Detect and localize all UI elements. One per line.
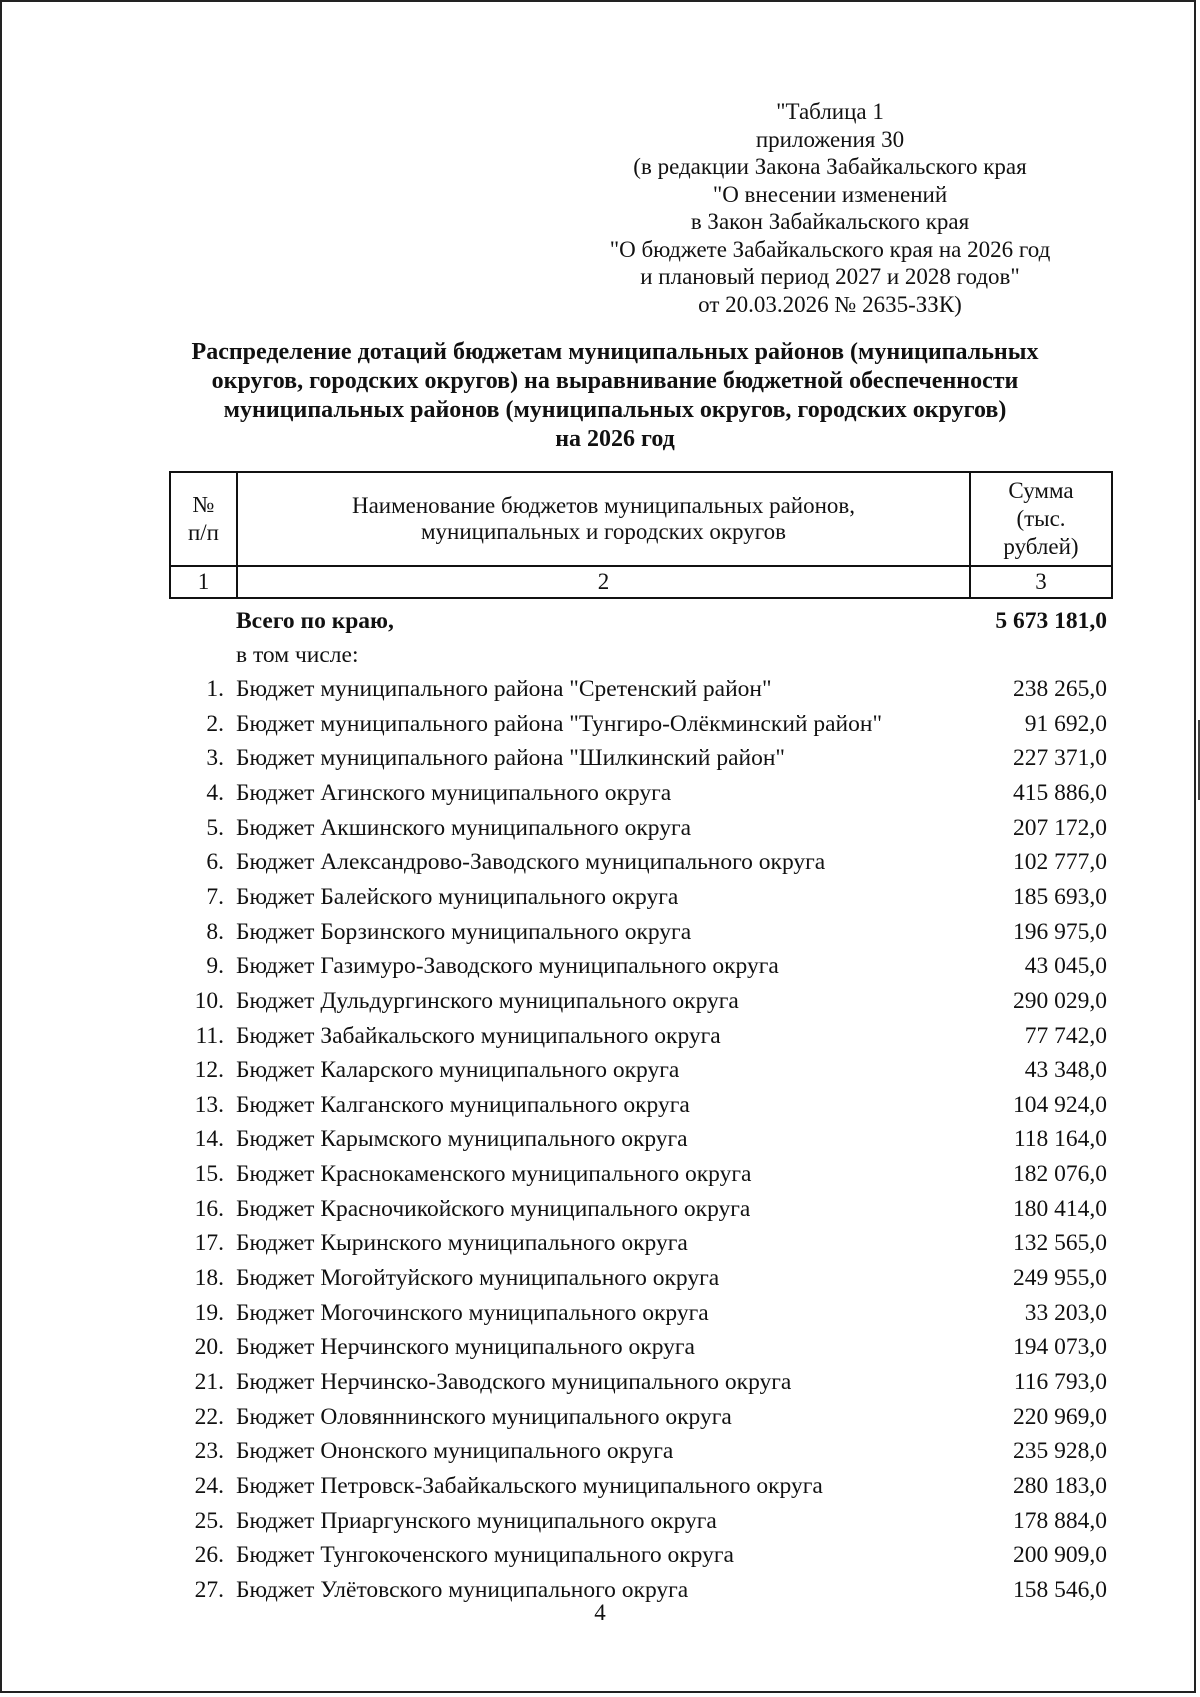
table-row [169, 880, 1113, 914]
row-amount: 220 969,0 [1013, 1403, 1107, 1430]
row-amount: 200 909,0 [1013, 1542, 1107, 1569]
row-amount: 43 348,0 [1024, 1057, 1107, 1084]
row-amount: 43 045,0 [1024, 953, 1107, 980]
row-amount: 116 793,0 [1013, 1369, 1107, 1395]
col-index: 3 [970, 566, 1112, 598]
table-row [169, 1296, 1113, 1330]
row-amount: 132 565,0 [1013, 1230, 1107, 1257]
row-budget-name: Бюджет Карымского муниципального округа [236, 1126, 688, 1153]
table-row [169, 1019, 1113, 1053]
row-number: 5. [206, 814, 224, 841]
row-number: 27. [194, 1576, 224, 1603]
row-budget-name: Бюджет Тунгокоченского муниципального округа [236, 1542, 734, 1569]
row-budget-name: Бюджет Краснокаменского муниципального округа [236, 1161, 752, 1188]
table-row [169, 915, 1113, 949]
row-budget-name: Бюджет Кыринского муниципального округа [236, 1230, 688, 1257]
table-row [169, 1400, 1113, 1434]
row-amount: 185 693,0 [1013, 883, 1107, 910]
table-row [169, 1434, 1113, 1468]
table-row [169, 1226, 1113, 1260]
table-row [169, 1192, 1113, 1226]
row-amount: 104 924,0 [1013, 1091, 1107, 1118]
table-row [169, 949, 1113, 983]
total-label: Всего по краю, [236, 608, 394, 634]
row-budget-name: Бюджет Нерчинского муниципального округа [236, 1334, 695, 1361]
row-amount: 235 928,0 [1013, 1438, 1107, 1465]
row-budget-name: Бюджет Нерчинско-Заводского муниципального округа [236, 1369, 792, 1395]
row-number: 8. [206, 918, 224, 945]
row-number: 22. [194, 1403, 224, 1430]
table-row [169, 776, 1113, 810]
table-row [169, 1261, 1113, 1295]
row-number: 23. [194, 1438, 224, 1465]
row-budget-name: Бюджет муниципального района "Сретенский район" [236, 676, 772, 702]
col-amount-header-text: Сумма (тыс. рублей) [1003, 478, 1079, 559]
row-number: 10. [194, 987, 224, 1014]
row-number: 7. [206, 883, 224, 910]
row-number: 4. [206, 779, 224, 806]
col-name-header [237, 472, 970, 566]
header-line: (в редакции Закона Забайкальского края [633, 154, 1027, 179]
row-budget-name: Бюджет Оловяннинского муниципального округа [236, 1403, 732, 1430]
col-name-header-line: муниципальных и городских округов [421, 519, 786, 544]
header-line: "О бюджете Забайкальского края на 2026 год [609, 236, 1051, 262]
header-line: и плановый период 2027 и 2028 годов" [640, 264, 1020, 289]
table-row [169, 1330, 1113, 1364]
page-number: 4 [594, 1600, 606, 1625]
row-amount: 194 073,0 [1013, 1334, 1107, 1361]
header-line: приложения 30 [755, 126, 905, 152]
table-row [169, 1504, 1113, 1538]
row-amount: 182 076,0 [1013, 1161, 1107, 1188]
row-budget-name: Бюджет муниципального района "Тунгиро-Олёкминский район" [236, 710, 883, 737]
title-line: на 2026 год [555, 426, 675, 452]
row-amount: 33 203,0 [1024, 1299, 1107, 1326]
title-line: муниципальных районов (муниципальных округов, городских округов) [223, 397, 1007, 423]
table-row [169, 845, 1113, 879]
row-amount: 280 183,0 [1013, 1472, 1107, 1499]
header-line: "О внесении изменений [712, 181, 948, 207]
row-budget-name: Бюджет Балейского муниципального округа [236, 883, 679, 910]
including-row [169, 638, 1113, 672]
row-number: 20. [194, 1334, 224, 1361]
table-row [169, 707, 1113, 741]
row-amount: 238 265,0 [1013, 676, 1107, 702]
row-number: 12. [194, 1057, 224, 1084]
row-amount: 158 546,0 [1013, 1576, 1107, 1603]
table-row [169, 672, 1113, 706]
row-budget-name: Бюджет Борзинского муниципального округа [236, 918, 692, 945]
title-line: Распределение дотаций бюджетам муниципальных районов (муниципальных [191, 339, 1039, 365]
col-amount-header [970, 472, 1112, 566]
header-line: в Закон Забайкальского края [690, 209, 970, 234]
row-number: 26. [194, 1542, 224, 1569]
row-budget-name: Бюджет Акшинского муниципального округа [236, 814, 692, 841]
row-number: 17. [194, 1230, 224, 1257]
row-number: 14. [194, 1126, 224, 1153]
row-number: 2. [206, 710, 224, 737]
row-amount: 249 955,0 [1013, 1265, 1107, 1292]
including-label: в том числе: [236, 642, 359, 668]
appendix-header [560, 98, 1100, 318]
row-amount: 415 886,0 [1013, 779, 1107, 806]
row-amount: 290 029,0 [1013, 987, 1107, 1014]
table-row [169, 1157, 1113, 1191]
row-number: 3. [206, 745, 224, 772]
row-budget-name: Бюджет Ононского муниципального округа [236, 1438, 674, 1465]
col-number-header-text: № п/п [187, 492, 219, 545]
document-title [150, 338, 1080, 454]
table-header [169, 471, 1113, 599]
row-number: 13. [194, 1091, 224, 1118]
row-budget-name: Бюджет Приаргунского муниципального округа [236, 1507, 717, 1534]
row-number: 21. [194, 1369, 224, 1395]
row-number: 9. [206, 953, 224, 980]
total-row [169, 604, 1113, 638]
row-budget-name: Бюджет Дульдургинского муниципального округа [236, 987, 739, 1014]
row-amount: 180 414,0 [1013, 1195, 1107, 1222]
title-line: округов, городских округов) на выравнивание бюджетной обеспеченности [211, 368, 1019, 394]
row-amount: 196 975,0 [1013, 918, 1107, 945]
row-budget-name: Бюджет Забайкальского муниципального округа [236, 1022, 721, 1049]
row-number: 15. [194, 1161, 224, 1188]
table-row [169, 1538, 1113, 1572]
row-budget-name: Бюджет Улётовского муниципального округа [236, 1576, 689, 1603]
row-amount: 91 692,0 [1024, 710, 1107, 737]
row-budget-name: Бюджет Могочинского муниципального округа [236, 1299, 709, 1326]
row-amount: 118 164,0 [1013, 1126, 1107, 1153]
row-number: 24. [194, 1472, 224, 1499]
table-row [169, 1122, 1113, 1156]
row-number: 16. [194, 1195, 224, 1222]
row-number: 18. [194, 1265, 224, 1292]
col-index: 1 [170, 566, 237, 598]
row-budget-name: Бюджет Калганского муниципального округа [236, 1091, 690, 1118]
row-number: 19. [194, 1299, 224, 1326]
table-row [169, 1365, 1113, 1399]
total-amount: 5 673 181,0 [995, 608, 1107, 634]
row-amount: 102 777,0 [1013, 849, 1107, 876]
table-row [169, 811, 1113, 845]
row-budget-name: Бюджет Газимуро-Заводского муниципального округа [236, 953, 779, 980]
table-row [169, 984, 1113, 1018]
header-line: "Таблица 1 [776, 99, 884, 124]
row-amount: 178 884,0 [1013, 1507, 1107, 1534]
row-budget-name: Бюджет Петровск-Забайкальского муниципального округа [236, 1472, 823, 1499]
row-number: 1. [206, 676, 224, 702]
table-row [169, 1088, 1113, 1122]
col-number-header [170, 472, 237, 566]
row-budget-name: Бюджет Александрово-Заводского муниципального округа [236, 849, 826, 876]
row-amount: 207 172,0 [1013, 814, 1107, 841]
row-budget-name: Бюджет Каларского муниципального округа [236, 1057, 680, 1084]
row-budget-name: Бюджет муниципального района "Шилкинский район" [236, 745, 786, 772]
col-index: 2 [237, 566, 970, 598]
row-amount: 77 742,0 [1024, 1022, 1107, 1049]
row-number: 6. [206, 849, 224, 876]
table-row [169, 1469, 1113, 1503]
row-amount: 227 371,0 [1013, 745, 1107, 772]
row-number: 25. [194, 1507, 224, 1534]
col-name-header-line: Наименование бюджетов муниципальных районов, [351, 493, 856, 518]
row-budget-name: Бюджет Агинского муниципального округа [236, 779, 672, 806]
header-line: от 20.03.2026 № 2635-ЗЗК) [698, 291, 962, 317]
table-row [169, 1053, 1113, 1087]
table-row [169, 741, 1113, 775]
row-budget-name: Бюджет Могойтуйского муниципального округа [236, 1265, 720, 1292]
row-number: 11. [195, 1022, 224, 1049]
row-budget-name: Бюджет Красночикойского муниципального округа [236, 1195, 751, 1222]
